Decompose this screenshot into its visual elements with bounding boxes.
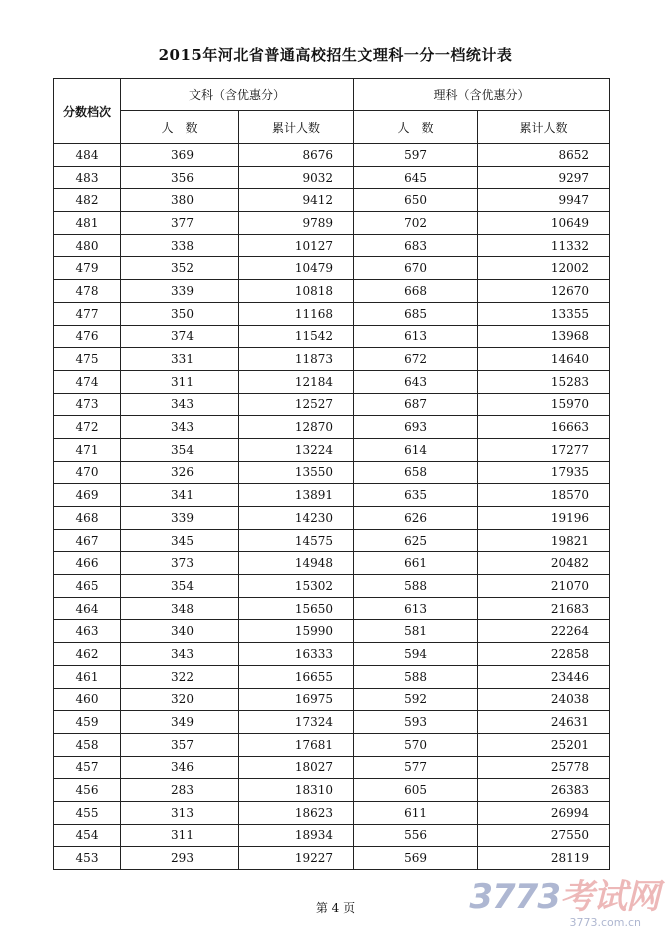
science-cumulative-cell: 19196 [478,507,610,530]
liberal-arts-cumulative-cell: 10127 [239,234,354,257]
liberal-arts-count-cell: 373 [121,552,239,575]
table-row [54,847,610,870]
science-count-cell: 626 [354,507,478,530]
liberal-arts-count-cell: 380 [121,189,239,212]
science-count-cell: 685 [354,302,478,325]
score-cell: 478 [54,280,121,303]
liberal-arts-count-cell: 341 [121,484,239,507]
score-cell: 461 [54,665,121,688]
science-cumulative-cell: 26994 [478,801,610,824]
science-cumulative-cell: 15970 [478,393,610,416]
science-count-cell: 556 [354,824,478,847]
score-cell: 454 [54,824,121,847]
score-column-header: 分数档次 [54,79,121,144]
liberal-arts-cumulative-cell: 9412 [239,189,354,212]
table-row [54,144,610,167]
table-row [54,711,610,734]
table-row [54,779,610,802]
science-cumulative-cell: 16663 [478,416,610,439]
science-cumulative-cell: 15283 [478,370,610,393]
liberal-arts-cumulative-cell: 8676 [239,144,354,167]
science-count-cell: 670 [354,257,478,280]
score-distribution-table [53,78,610,870]
liberal-arts-cumulative-cell: 16333 [239,643,354,666]
table-row [54,325,610,348]
liberal-arts-count-cell: 343 [121,416,239,439]
score-cell: 482 [54,189,121,212]
science-cumulative-cell: 22264 [478,620,610,643]
science-cumulative-cell: 21683 [478,597,610,620]
science-count-cell: 702 [354,212,478,235]
table-row [54,665,610,688]
liberal-arts-cumulative-cell: 9789 [239,212,354,235]
liberal-arts-cumulative-cell: 14230 [239,507,354,530]
liberal-arts-cumulative-cell: 10479 [239,257,354,280]
science-cumulative-cell: 23446 [478,665,610,688]
science-cumulative-cell: 12670 [478,280,610,303]
table-row [54,370,610,393]
table-row [54,212,610,235]
science-cumulative-cell: 21070 [478,575,610,598]
science-cumulative-cell: 27550 [478,824,610,847]
liberal-arts-cumulative-cell: 15650 [239,597,354,620]
table-row [54,824,610,847]
science-cumulative-cell: 28119 [478,847,610,870]
liberal-arts-cumulative-cell: 18623 [239,801,354,824]
watermark-logo [469,877,659,929]
liberal-arts-count-cell: 331 [121,348,239,371]
liberal-arts-cumulative-cell: 17324 [239,711,354,734]
science-cumulative-cell: 24631 [478,711,610,734]
science-count-header: 人 数 [354,111,478,144]
science-cumulative-cell: 13968 [478,325,610,348]
liberal-arts-count-cell: 320 [121,688,239,711]
watermark-suffix: 考试网 [560,877,659,917]
page-number: 第 4 页 [315,901,356,915]
score-cell: 463 [54,620,121,643]
liberal-arts-count-cell: 283 [121,779,239,802]
science-count-cell: 625 [354,529,478,552]
science-count-cell: 658 [354,461,478,484]
science-count-cell: 611 [354,801,478,824]
liberal-arts-cumulative-cell: 13891 [239,484,354,507]
science-count-cell: 597 [354,144,478,167]
liberal-arts-count-cell: 356 [121,166,239,189]
science-header: 理科（含优惠分） [354,79,610,111]
table-row [54,280,610,303]
science-count-cell: 577 [354,756,478,779]
science-count-cell: 683 [354,234,478,257]
science-cumulative-cell: 17935 [478,461,610,484]
score-cell: 483 [54,166,121,189]
science-count-cell: 661 [354,552,478,575]
liberal-arts-count-cell: 311 [121,824,239,847]
science-cumulative-cell: 20482 [478,552,610,575]
score-cell: 472 [54,416,121,439]
science-count-cell: 613 [354,597,478,620]
liberal-arts-cumulative-cell: 18027 [239,756,354,779]
science-cumulative-cell: 24038 [478,688,610,711]
science-cumulative-cell: 18570 [478,484,610,507]
liberal-arts-count-cell: 354 [121,575,239,598]
table-row [54,484,610,507]
score-cell: 481 [54,212,121,235]
science-count-cell: 588 [354,665,478,688]
science-count-cell: 668 [354,280,478,303]
score-cell: 473 [54,393,121,416]
liberal-arts-header: 文科（含优惠分） [121,79,354,111]
liberal-arts-cumulative-header: 累计人数 [239,111,354,144]
science-cumulative-cell: 17277 [478,438,610,461]
score-cell: 469 [54,484,121,507]
liberal-arts-count-cell: 369 [121,144,239,167]
science-cumulative-cell: 13355 [478,302,610,325]
table-row [54,302,610,325]
science-count-cell: 645 [354,166,478,189]
page-title: 2015年河北省普通高校招生文理科一分一档统计表 [158,46,513,64]
science-count-cell: 570 [354,733,478,756]
table-row [54,620,610,643]
science-cumulative-cell: 22858 [478,643,610,666]
science-count-cell: 614 [354,438,478,461]
liberal-arts-count-cell: 311 [121,370,239,393]
liberal-arts-cumulative-cell: 15302 [239,575,354,598]
science-count-cell: 588 [354,575,478,598]
table-body [54,144,610,870]
score-cell: 458 [54,733,121,756]
score-cell: 476 [54,325,121,348]
science-cumulative-cell: 9297 [478,166,610,189]
liberal-arts-count-cell: 348 [121,597,239,620]
science-cumulative-cell: 26383 [478,779,610,802]
liberal-arts-cumulative-cell: 12527 [239,393,354,416]
liberal-arts-cumulative-cell: 16655 [239,665,354,688]
liberal-arts-count-cell: 354 [121,438,239,461]
science-count-cell: 643 [354,370,478,393]
table-row [54,643,610,666]
table-row [54,552,610,575]
science-count-cell: 593 [354,711,478,734]
score-cell: 457 [54,756,121,779]
science-cumulative-header: 累计人数 [478,111,610,144]
liberal-arts-count-cell: 343 [121,643,239,666]
table-row [54,733,610,756]
table-row [54,416,610,439]
science-cumulative-cell: 14640 [478,348,610,371]
table-row [54,801,610,824]
table-row [54,234,610,257]
score-cell: 471 [54,438,121,461]
table-row [54,257,610,280]
science-count-cell: 650 [354,189,478,212]
science-cumulative-cell: 11332 [478,234,610,257]
liberal-arts-cumulative-cell: 14948 [239,552,354,575]
score-cell: 456 [54,779,121,802]
score-cell: 484 [54,144,121,167]
science-count-cell: 672 [354,348,478,371]
score-cell: 460 [54,688,121,711]
science-count-cell: 635 [354,484,478,507]
science-cumulative-cell: 25778 [478,756,610,779]
table-row [54,575,610,598]
liberal-arts-count-cell: 313 [121,801,239,824]
science-cumulative-cell: 10649 [478,212,610,235]
liberal-arts-cumulative-cell: 11168 [239,302,354,325]
score-cell: 453 [54,847,121,870]
score-cell: 464 [54,597,121,620]
score-cell: 480 [54,234,121,257]
liberal-arts-count-header: 人 数 [121,111,239,144]
liberal-arts-cumulative-cell: 13224 [239,438,354,461]
liberal-arts-count-cell: 349 [121,711,239,734]
liberal-arts-count-cell: 377 [121,212,239,235]
table-row [54,597,610,620]
liberal-arts-cumulative-cell: 18934 [239,824,354,847]
liberal-arts-cumulative-cell: 11873 [239,348,354,371]
table-row [54,507,610,530]
liberal-arts-count-cell: 339 [121,280,239,303]
watermark-domain: 3773.com.cn [569,916,641,929]
science-count-cell: 594 [354,643,478,666]
score-cell: 465 [54,575,121,598]
score-cell: 468 [54,507,121,530]
liberal-arts-count-cell: 374 [121,325,239,348]
score-cell: 477 [54,302,121,325]
science-cumulative-cell: 25201 [478,733,610,756]
liberal-arts-count-cell: 340 [121,620,239,643]
liberal-arts-count-cell: 343 [121,393,239,416]
table-row [54,688,610,711]
liberal-arts-count-cell: 326 [121,461,239,484]
liberal-arts-cumulative-cell: 9032 [239,166,354,189]
liberal-arts-count-cell: 339 [121,507,239,530]
score-cell: 462 [54,643,121,666]
liberal-arts-count-cell: 352 [121,257,239,280]
liberal-arts-cumulative-cell: 12184 [239,370,354,393]
liberal-arts-cumulative-cell: 10818 [239,280,354,303]
liberal-arts-cumulative-cell: 16975 [239,688,354,711]
liberal-arts-count-cell: 345 [121,529,239,552]
science-count-cell: 581 [354,620,478,643]
science-count-cell: 592 [354,688,478,711]
table-row [54,438,610,461]
liberal-arts-cumulative-cell: 15990 [239,620,354,643]
score-cell: 467 [54,529,121,552]
liberal-arts-cumulative-cell: 12870 [239,416,354,439]
science-count-cell: 569 [354,847,478,870]
watermark-digits: 3773 [469,877,560,917]
table-row [54,461,610,484]
liberal-arts-cumulative-cell: 19227 [239,847,354,870]
liberal-arts-cumulative-cell: 14575 [239,529,354,552]
science-count-cell: 687 [354,393,478,416]
score-cell: 459 [54,711,121,734]
score-cell: 455 [54,801,121,824]
table-row [54,189,610,212]
liberal-arts-count-cell: 322 [121,665,239,688]
score-cell: 466 [54,552,121,575]
liberal-arts-count-cell: 346 [121,756,239,779]
science-count-cell: 605 [354,779,478,802]
liberal-arts-cumulative-cell: 17681 [239,733,354,756]
science-count-cell: 613 [354,325,478,348]
science-cumulative-cell: 8652 [478,144,610,167]
liberal-arts-count-cell: 357 [121,733,239,756]
table-row [54,166,610,189]
science-count-cell: 693 [354,416,478,439]
science-cumulative-cell: 9947 [478,189,610,212]
liberal-arts-count-cell: 338 [121,234,239,257]
science-cumulative-cell: 19821 [478,529,610,552]
table-row [54,529,610,552]
table-row [54,756,610,779]
table-row [54,393,610,416]
score-cell: 474 [54,370,121,393]
liberal-arts-cumulative-cell: 13550 [239,461,354,484]
liberal-arts-count-cell: 293 [121,847,239,870]
liberal-arts-cumulative-cell: 11542 [239,325,354,348]
science-cumulative-cell: 12002 [478,257,610,280]
score-cell: 479 [54,257,121,280]
liberal-arts-count-cell: 350 [121,302,239,325]
score-cell: 470 [54,461,121,484]
liberal-arts-cumulative-cell: 18310 [239,779,354,802]
score-cell: 475 [54,348,121,371]
table-row [54,348,610,371]
